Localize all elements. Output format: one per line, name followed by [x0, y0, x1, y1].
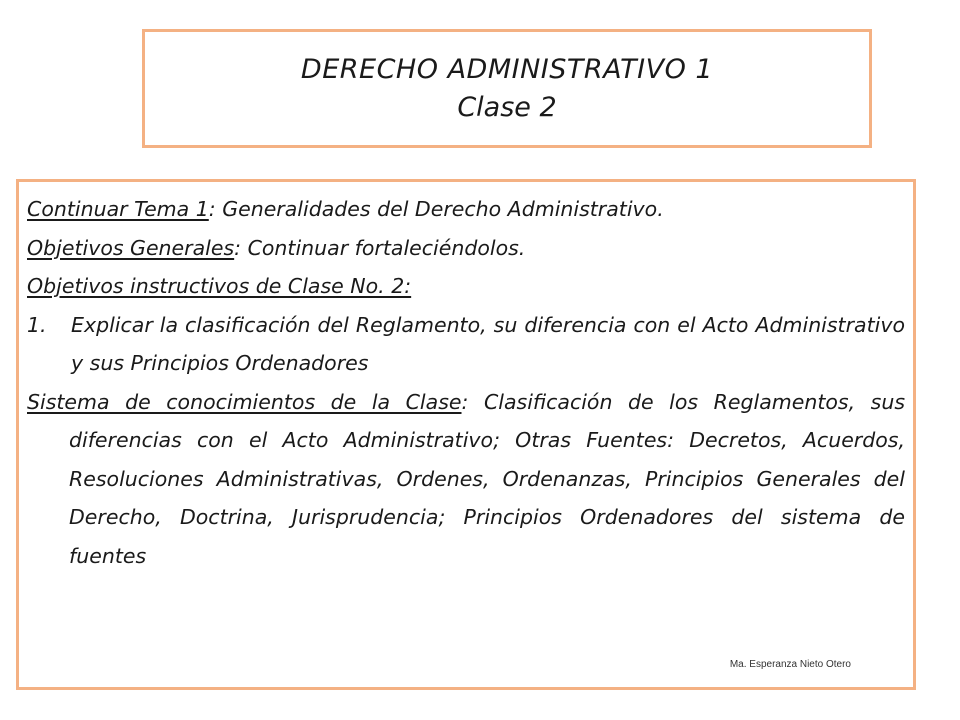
- general-objectives-label: Objetivos Generales: [27, 235, 235, 260]
- title-box: [142, 29, 872, 148]
- objective-item: [27, 306, 905, 383]
- slide-subtitle: Clase 2: [457, 91, 557, 123]
- knowledge-system-label: Sistema de conocimientos de la Clase: [27, 389, 462, 414]
- general-objectives-line: [27, 229, 905, 268]
- topic-text: : Generalidades del Derecho Administrativo.: [208, 197, 664, 221]
- objective-item-number: 1.: [27, 312, 47, 337]
- slide-title: DERECHO ADMINISTRATIVO 1: [300, 53, 714, 85]
- knowledge-system-text: : Clasificación de los Reglamentos, sus diferencias con el Acto Administrativo; Otras Fuentes: Decretos, Acuerdos, Resoluciones Administrativas, Ordenes, Ordenanzas, Principios Generales del Derecho, Doctrina, Jurisprudencia; Principios Ordenadores del sistema de fuentes: [69, 389, 906, 568]
- general-objectives-text: : Continuar fortaleciéndolos.: [234, 235, 526, 260]
- knowledge-system-paragraph: [27, 383, 905, 576]
- objective-item-text: Explicar la clasificación del Reglamento, su diferencia con el Acto Administrativo y sus Principios Ordenadores: [71, 312, 905, 375]
- topic-line: [27, 190, 905, 229]
- author-credit: Ma. Esperanza Nieto Otero: [729, 659, 851, 670]
- topic-label: Continuar Tema 1: [27, 197, 209, 221]
- instructive-objectives-line: [27, 267, 905, 306]
- content-box: [16, 179, 916, 690]
- instructive-objectives-label: Objetivos instructivos de Clase No. 2:: [27, 274, 412, 298]
